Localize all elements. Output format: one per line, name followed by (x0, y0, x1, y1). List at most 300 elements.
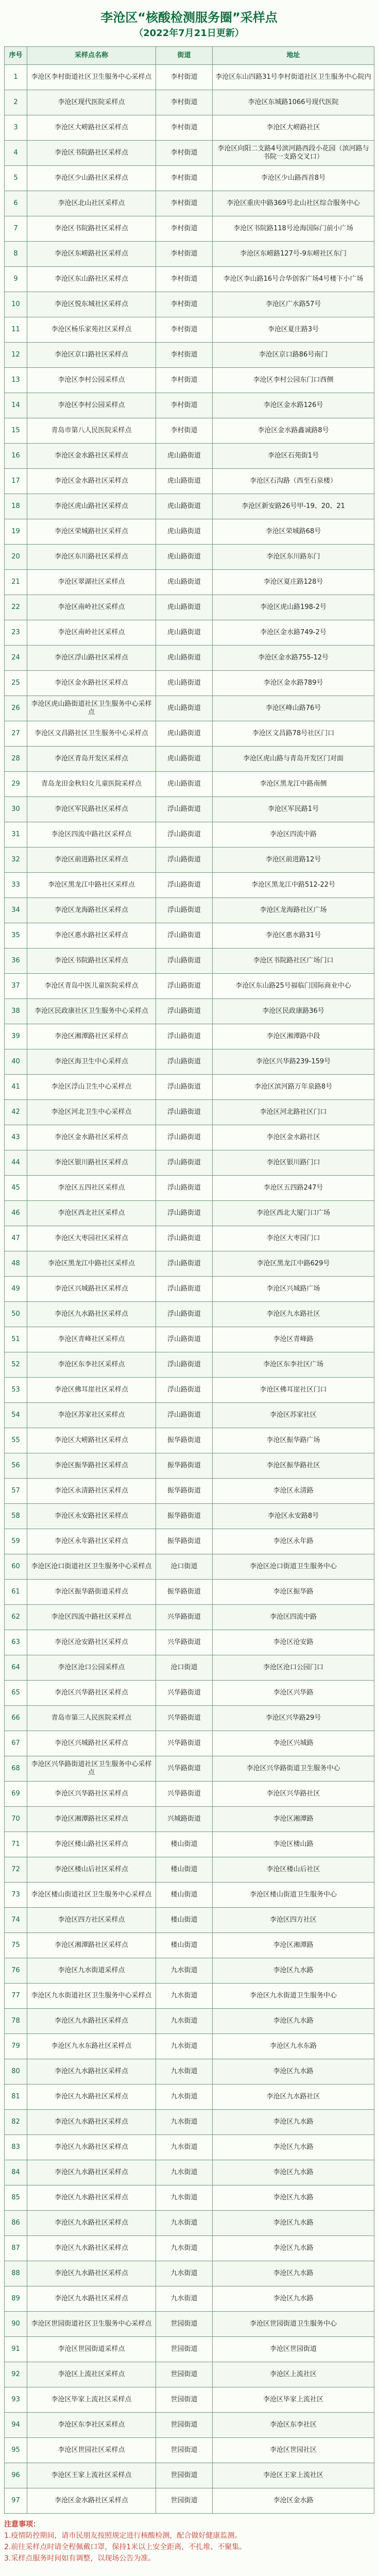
sampling-point-name: 李沧区湘潭路社区采样点 (27, 1933, 156, 1958)
table-row (5, 242, 374, 267)
row-index: 30 (5, 797, 27, 822)
sampling-point-name: 李沧区苏家社区采样点 (27, 1403, 156, 1428)
sampling-point-name: 李沧区河北卫生中心采样点 (27, 1100, 156, 1125)
table-row (5, 2236, 374, 2261)
sampling-point-name: 李沧区浮山卫生中心采样点 (27, 1075, 156, 1100)
address: 李沧区四方社区 (213, 1908, 374, 1933)
street-name: 虎山路街道 (156, 519, 213, 545)
row-index: 18 (5, 494, 27, 519)
row-index: 64 (5, 1655, 27, 1681)
table-row (5, 2463, 374, 2488)
address: 李沧区沧安路 (213, 1630, 374, 1655)
address: 李沧区东李社区广场 (213, 1352, 374, 1378)
table-row (5, 1100, 374, 1125)
table-row (5, 444, 374, 469)
row-index: 47 (5, 1226, 27, 1251)
row-index: 59 (5, 1529, 27, 1554)
address: 李沧区西北大厦门口广场 (213, 1201, 374, 1226)
sampling-point-name: 李沧区楼山路社区采样点 (27, 1832, 156, 1857)
table-row (5, 1378, 374, 1403)
street-name: 李村街道 (156, 368, 213, 393)
row-index: 70 (5, 1807, 27, 1832)
street-name: 虎山路街道 (156, 721, 213, 747)
address: 李沧区上流社区 (213, 2362, 374, 2387)
column-header-index: 序号 (5, 47, 27, 65)
address: 李沧区世园街道卫生服务中心 (213, 2312, 374, 2337)
street-name: 李村街道 (156, 317, 213, 343)
row-index: 45 (5, 1176, 27, 1201)
table-row (5, 2261, 374, 2286)
street-name: 世园街道 (156, 2337, 213, 2362)
street-name: 九水街道 (156, 2211, 213, 2236)
row-index: 56 (5, 1453, 27, 1479)
address: 李沧区石苑街1号 (213, 444, 374, 469)
table-row (5, 948, 374, 974)
address: 李沧区滨河路万年泉路8号 (213, 1075, 374, 1100)
street-name: 浮山路街道 (156, 1378, 213, 1403)
table-row (5, 1453, 374, 1479)
row-index: 8 (5, 242, 27, 267)
row-index: 35 (5, 923, 27, 948)
table-row (5, 898, 374, 923)
street-name: 楼山街道 (156, 1832, 213, 1857)
row-index: 85 (5, 2185, 27, 2211)
street-name: 浮山路街道 (156, 948, 213, 974)
row-index: 40 (5, 1049, 27, 1075)
address: 李沧区金水路鑫诚路8号 (213, 418, 374, 444)
row-index: 43 (5, 1125, 27, 1150)
row-index: 57 (5, 1479, 27, 1504)
row-index: 31 (5, 822, 27, 848)
address: 李沧区金水路749-2号 (213, 620, 374, 646)
street-name: 虎山路街道 (156, 570, 213, 595)
row-index: 74 (5, 1908, 27, 1933)
row-index: 28 (5, 747, 27, 772)
row-index: 93 (5, 2387, 27, 2413)
row-index: 44 (5, 1150, 27, 1176)
table-row (5, 65, 374, 90)
sampling-point-name: 李沧区楼山街道社区卫生服务中心采样点 (27, 1883, 156, 1908)
address: 李沧区民政康路36号 (213, 999, 374, 1024)
address: 李沧区永年路 (213, 1529, 374, 1554)
table-row (5, 469, 374, 494)
table-row (5, 1024, 374, 1049)
row-index: 42 (5, 1100, 27, 1125)
sampling-point-name: 李沧区湘潭路社区采样点 (27, 1024, 156, 1049)
page-subtitle: （2022年7月21日更新） (134, 28, 244, 39)
street-name: 振华路街道 (156, 1479, 213, 1504)
sampling-point-name: 李沧区九水路社区采样点 (27, 2059, 156, 2084)
table-row (5, 570, 374, 595)
street-name: 虎山路街道 (156, 545, 213, 570)
street-name: 世园街道 (156, 2312, 213, 2337)
street-name: 振华路街道 (156, 1504, 213, 1529)
address: 李沧区虎山路198-2号 (213, 595, 374, 620)
row-index: 24 (5, 646, 27, 671)
row-index: 55 (5, 1428, 27, 1453)
sampling-point-name: 李沧区龙海路社区采样点 (27, 898, 156, 923)
sampling-points-table (4, 46, 374, 2514)
street-name: 振华路街道 (156, 1453, 213, 1479)
address: 李沧区湘潭路中段 (213, 1024, 374, 1049)
table-row (5, 1933, 374, 1958)
row-index: 75 (5, 1933, 27, 1958)
notes-line: 2.前往采样点时请全程佩戴口罩，保持1米以上安全距离，不扎堆、不聚集。 (4, 2543, 247, 2551)
address: 李沧区九水路 (213, 2135, 374, 2160)
address: 李沧区九水路 (213, 1958, 374, 1984)
table-row (5, 1176, 374, 1201)
table-row (5, 494, 374, 519)
street-name: 李村街道 (156, 393, 213, 418)
address: 李沧区沧口街道卫生服务中心 (213, 1554, 374, 1580)
street-name: 兴华路街道 (156, 1731, 213, 1756)
street-name: 浮山路街道 (156, 974, 213, 999)
address: 李沧区东崂路127号-9东崂社区东门 (213, 242, 374, 267)
street-name: 兴华路街道 (156, 1681, 213, 1706)
street-name: 九水街道 (156, 2236, 213, 2261)
sampling-point-name: 李沧区军民路社区采样点 (27, 797, 156, 822)
table-row (5, 1807, 374, 1832)
sampling-point-name: 李沧区书院路社区采样点 (27, 216, 156, 242)
street-name: 虎山路街道 (156, 646, 213, 671)
table-row (5, 292, 374, 317)
street-name: 世园街道 (156, 2387, 213, 2413)
street-name: 九水街道 (156, 2059, 213, 2084)
table-row (5, 1756, 374, 1782)
street-name: 浮山路街道 (156, 1226, 213, 1251)
notes-section (4, 2519, 374, 2564)
table-row (5, 595, 374, 620)
row-index: 25 (5, 671, 27, 696)
sampling-point-name: 李沧区永清路社区采样点 (27, 1479, 156, 1504)
street-name: 李村街道 (156, 343, 213, 368)
street-name: 振华路街道 (156, 1580, 213, 1605)
table-row (5, 1655, 374, 1681)
street-name: 虎山路街道 (156, 595, 213, 620)
table-row (5, 1504, 374, 1529)
sampling-point-name: 李沧区九水街道采样点 (27, 1958, 156, 1984)
row-index: 10 (5, 292, 27, 317)
address: 李沧区东山路25号福临门国际商业中心 (213, 974, 374, 999)
street-name: 李村街道 (156, 242, 213, 267)
address: 李沧区九水路 (213, 2009, 374, 2034)
row-index: 80 (5, 2059, 27, 2084)
sampling-point-name: 李沧区东崂路社区采样点 (27, 242, 156, 267)
row-index: 89 (5, 2286, 27, 2312)
address: 李沧区九水路社区 (213, 2084, 374, 2110)
table-row (5, 2286, 374, 2312)
street-name: 楼山街道 (156, 1933, 213, 1958)
row-index: 3 (5, 115, 27, 141)
address: 李沧区夏庄路3号 (213, 317, 374, 343)
table-row (5, 2387, 374, 2413)
address: 李沧区重庆中路369号北山社区综合服务中心 (213, 191, 374, 216)
table-row (5, 1782, 374, 1807)
address: 李沧区新安路26号甲-19、20、21 (213, 494, 374, 519)
row-index: 49 (5, 1277, 27, 1302)
street-name: 浮山路街道 (156, 1049, 213, 1075)
address: 李沧区虎山路与青岛开发区门对面 (213, 747, 374, 772)
street-name: 楼山街道 (156, 1908, 213, 1933)
street-name: 兴华路街道 (156, 1756, 213, 1782)
address: 李沧区大崂路社区 (213, 115, 374, 141)
address: 李沧区楼山路 (213, 1832, 374, 1857)
street-name: 李村街道 (156, 216, 213, 242)
address: 李沧区永清路 (213, 1479, 374, 1504)
address: 李沧区五四路247号 (213, 1176, 374, 1201)
address: 李沧区振华路 (213, 1580, 374, 1605)
table-row (5, 545, 374, 570)
sampling-point-name: 李沧区四流中路社区采样点 (27, 1605, 156, 1630)
address: 李沧区兴华路社区 (213, 1782, 374, 1807)
address: 李沧区京口路86号南门 (213, 343, 374, 368)
row-index: 22 (5, 595, 27, 620)
sampling-point-name: 李沧区九水东路社区采样点 (27, 2034, 156, 2059)
table-row (5, 267, 374, 292)
address: 李沧区振华路社区 (213, 1453, 374, 1479)
street-name: 九水街道 (156, 2034, 213, 2059)
sampling-point-name: 李沧区金水路社区采样点 (27, 1125, 156, 1150)
sampling-point-name: 李沧区兴华路街道社区卫生服务中心采样点 (27, 1756, 156, 1782)
sampling-point-name: 李沧区悦东城社区采样点 (27, 292, 156, 317)
table-row (5, 1857, 374, 1883)
table-row (5, 2009, 374, 2034)
street-name: 李村街道 (156, 115, 213, 141)
address: 李沧区银川路门口 (213, 1150, 374, 1176)
table-row (5, 2438, 374, 2463)
address: 李沧区九水路 (213, 2185, 374, 2211)
row-index: 41 (5, 1075, 27, 1100)
address: 李沧区湘潭路 (213, 1933, 374, 1958)
address: 李沧区九水东路 (213, 2034, 374, 2059)
table-row (5, 1479, 374, 1504)
row-index: 72 (5, 1857, 27, 1883)
address: 李沧区振华路广场 (213, 1428, 374, 1453)
row-index: 14 (5, 393, 27, 418)
street-name: 浮山路街道 (156, 848, 213, 873)
table-row (5, 1226, 374, 1251)
address: 李沧区书院路社区广场门口 (213, 948, 374, 974)
row-index: 52 (5, 1352, 27, 1378)
row-index: 16 (5, 444, 27, 469)
table-row (5, 1049, 374, 1075)
street-name: 振华路街道 (156, 1428, 213, 1453)
street-name: 世园街道 (156, 2438, 213, 2463)
row-index: 94 (5, 2413, 27, 2438)
sampling-point-name: 李沧区沧安路社区采样点 (27, 1630, 156, 1655)
sampling-point-name: 李沧区振华路社区采样点 (27, 1453, 156, 1479)
row-index: 97 (5, 2488, 27, 2514)
table-row (5, 747, 374, 772)
sampling-point-name: 李沧区李村街道社区卫生服务中心采样点 (27, 65, 156, 90)
row-index: 76 (5, 1958, 27, 1984)
sampling-point-name: 李沧区振华路街道采样点 (27, 1580, 156, 1605)
sampling-point-name: 李沧区东李社区采样点 (27, 2413, 156, 2438)
row-index: 53 (5, 1378, 27, 1403)
address: 李沧区东李社区 (213, 2413, 374, 2438)
sampling-point-name: 李沧区西北社区采样点 (27, 1201, 156, 1226)
address: 李沧区兴城路 (213, 1731, 374, 1756)
street-name: 李村街道 (156, 65, 213, 90)
sampling-point-name: 李沧区民政康社区卫生服务中心采样点 (27, 999, 156, 1024)
row-index: 73 (5, 1883, 27, 1908)
row-index: 26 (5, 696, 27, 721)
address: 李沧区龙海路社区广场 (213, 898, 374, 923)
table-row (5, 1681, 374, 1706)
table-row (5, 772, 374, 797)
row-index: 95 (5, 2438, 27, 2463)
sampling-point-name: 李沧区金水路社区采样点 (27, 671, 156, 696)
notes-line: 1.疫情防控期间，请市民朋友按照规定进行核酸检测，配合做好健康监测。 (4, 2532, 242, 2540)
table-row (5, 2211, 374, 2236)
address: 李沧区向阳二支路4号滨河路西段小花园（滨河路与书院一支路交叉口） (213, 141, 374, 166)
row-index: 82 (5, 2110, 27, 2135)
sampling-point-name: 李沧区九水街道社区卫生服务中心采样点 (27, 1984, 156, 2009)
street-name: 九水街道 (156, 2185, 213, 2211)
sampling-point-name: 李沧区南岭社区采样点 (27, 620, 156, 646)
table-row (5, 2337, 374, 2362)
table-row (5, 393, 374, 418)
sampling-point-name: 李沧区金水路社区采样点 (27, 469, 156, 494)
table-row (5, 191, 374, 216)
sampling-point-name: 李沧区金水路社区采样点 (27, 2488, 156, 2514)
table-row (5, 1731, 374, 1756)
street-name: 浮山路街道 (156, 1024, 213, 1049)
row-index: 39 (5, 1024, 27, 1049)
street-name: 九水街道 (156, 2160, 213, 2185)
street-name: 浮山路街道 (156, 1277, 213, 1302)
table-row (5, 2312, 374, 2337)
street-name: 振华路街道 (156, 1529, 213, 1554)
row-index: 32 (5, 848, 27, 873)
address: 李沧区黑龙江中路629号 (213, 1251, 374, 1277)
table-row (5, 923, 374, 948)
row-index: 5 (5, 166, 27, 191)
row-index: 36 (5, 948, 27, 974)
table-row (5, 1327, 374, 1352)
street-name: 浮山路街道 (156, 822, 213, 848)
address: 李沧区四流中路 (213, 1605, 374, 1630)
row-index: 66 (5, 1706, 27, 1731)
street-name: 浮山路街道 (156, 1125, 213, 1150)
sampling-point-name: 李沧区书院路社区采样点 (27, 141, 156, 166)
table-body (5, 65, 374, 2514)
sampling-point-name: 李沧区翠湖社区采样点 (27, 570, 156, 595)
sampling-point-name: 青岛市第三人民医院采样点 (27, 1706, 156, 1731)
table-row (5, 1605, 374, 1630)
row-index: 34 (5, 898, 27, 923)
column-header-name: 采样点名称 (27, 47, 156, 65)
sampling-point-name: 李沧区九水路社区采样点 (27, 2261, 156, 2286)
street-name: 世园街道 (156, 2463, 213, 2488)
sampling-point-name: 李沧区永年路社区采样点 (27, 1529, 156, 1554)
street-name: 九水街道 (156, 2286, 213, 2312)
row-index: 61 (5, 1580, 27, 1605)
address: 李沧区书院路118号沧海国际门前小广场 (213, 216, 374, 242)
street-name: 浮山路街道 (156, 1176, 213, 1201)
street-name: 浮山路街道 (156, 923, 213, 948)
sampling-point-name: 李沧区兴城路社区采样点 (27, 1731, 156, 1756)
sampling-point-name: 李沧区世园社区采样点 (27, 2438, 156, 2463)
row-index: 67 (5, 1731, 27, 1756)
address: 李沧区楼山后社区 (213, 1857, 374, 1883)
table-row (5, 2135, 374, 2160)
notes-line: 3.采样点服务时间如有调整，以现场公告为准。 (4, 2554, 156, 2563)
street-name: 兴华路街道 (156, 1605, 213, 1630)
address: 李沧区九水路 (213, 2110, 374, 2135)
street-name: 九水街道 (156, 2135, 213, 2160)
sampling-point-name: 李沧区九水路社区采样点 (27, 1302, 156, 1327)
sampling-point-name: 青岛市第八人民医院采样点 (27, 418, 156, 444)
table-row (5, 1883, 374, 1908)
row-index: 38 (5, 999, 27, 1024)
address: 李沧区广水路57号 (213, 292, 374, 317)
street-name: 兴华路街道 (156, 1706, 213, 1731)
table-row (5, 2160, 374, 2185)
table-row (5, 2362, 374, 2387)
address: 李沧区佛耳崖社区门口 (213, 1378, 374, 1403)
row-index: 60 (5, 1554, 27, 1580)
sampling-point-name: 李沧区大崂路社区采样点 (27, 1428, 156, 1453)
row-index: 4 (5, 141, 27, 166)
table-row (5, 141, 374, 166)
row-index: 19 (5, 519, 27, 545)
table-row (5, 620, 374, 646)
street-name: 九水街道 (156, 2261, 213, 2286)
page-title: 李沧区“核酸检测服务圈”采样点 (100, 10, 278, 25)
sampling-point-name: 李沧区银川路社区采样点 (27, 1150, 156, 1176)
notes-title: 注意事项： (4, 2520, 40, 2529)
address: 李沧区夏庄路128号 (213, 570, 374, 595)
sampling-point-name: 李沧区佛耳崖社区采样点 (27, 1378, 156, 1403)
sampling-point-name: 李沧区北山社区采样点 (27, 191, 156, 216)
address: 李沧区九水街道卫生服务中心 (213, 1984, 374, 2009)
table-row (5, 1428, 374, 1453)
sampling-point-name: 李沧区东川路社区采样点 (27, 545, 156, 570)
address: 李沧区兴华路29号 (213, 1706, 374, 1731)
row-index: 48 (5, 1251, 27, 1277)
table-row (5, 1075, 374, 1100)
address: 李沧区文昌路78号社区门口 (213, 721, 374, 747)
row-index: 54 (5, 1403, 27, 1428)
table-header-row (5, 47, 374, 65)
street-name: 沧口街道 (156, 1554, 213, 1580)
street-name: 虎山路街道 (156, 494, 213, 519)
row-index: 33 (5, 873, 27, 898)
street-name: 李村街道 (156, 90, 213, 115)
sampling-point-name: 李沧区四方社区采样点 (27, 1908, 156, 1933)
row-index: 6 (5, 191, 27, 216)
address: 李沧区金水路 (213, 2488, 374, 2514)
sampling-point-name: 李沧区四流中路社区采样点 (27, 822, 156, 848)
row-index: 79 (5, 2034, 27, 2059)
table-row (5, 115, 374, 141)
table-row (5, 1150, 374, 1176)
table-row (5, 1630, 374, 1655)
table-row (5, 2110, 374, 2135)
street-name: 李村街道 (156, 141, 213, 166)
sampling-point-name: 李沧区楼山后社区采样点 (27, 1857, 156, 1883)
sampling-point-name: 李沧区李村公园采样点 (27, 393, 156, 418)
street-name: 李村街道 (156, 418, 213, 444)
row-index: 1 (5, 65, 27, 90)
sampling-point-name: 李沧区九水路社区采样点 (27, 2110, 156, 2135)
sampling-point-name: 李沧区文昌路社区卫生服务中心采样点 (27, 721, 156, 747)
row-index: 58 (5, 1504, 27, 1529)
row-index: 29 (5, 772, 27, 797)
sampling-point-name: 李沧区兴华路社区采样点 (27, 1782, 156, 1807)
sampling-point-name: 李沧区惠水路社区采样点 (27, 923, 156, 948)
